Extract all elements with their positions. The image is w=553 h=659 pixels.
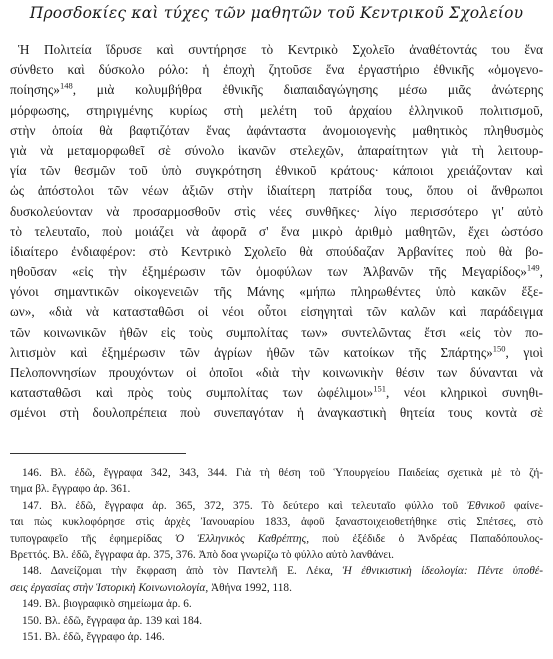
body-line: μόρφωσης, στηριγμένης κυρίως στὴ μελέτη τοῦ ἀρχαίου ἑλληνικοῦ πολιτισμοῦ, (10, 102, 543, 118)
body-line: τῶν κοινωνικῶν ἠθῶν εἰς τοὺς συμπολίτας των» συντελῶντας ἔτσι «εἰς τὸν πο- (10, 324, 543, 340)
footnote-line (10, 498, 543, 514)
body-line: κατασταθῶσι καὶ πρὸς τοὺς συμπολίτας των ὠφέλιμοι»$^{151}$, νέοι κληρικοὶ συνηθι- (10, 383, 543, 401)
footnote-italic: σεις ἐργασίας στὴν Ἱστορικὴ Κοινωνιολογία, (10, 581, 209, 594)
footnote-italic: Ὁ Ἑλληνικὸς Καθρέπτης, (174, 532, 310, 545)
footnote-text: φαίνε- (513, 499, 543, 512)
body-line: στὴν ὁποία θὰ βαφτιζόταν ἕνας ἀφάνταστα ἀνομοιογενὴς μαθητικὸς πληθυσμὸς (10, 122, 543, 138)
body-line: σύνθετο καὶ δύσκολο ρόλο: ἡ ἐποχὴ ζητοῦσε ἕνα ἐργαστήριο ἐθνικῆς «ὁμογενο- (10, 62, 543, 78)
footnote-146 (10, 465, 543, 498)
body-line: ἰδιαίτερο ἐνδιαφέρον: στὸ Κεντρικὸ Σχολεῖο θὰ σπούδαζαν Ἀρβανίτες ποὺ θὰ βο- (10, 243, 543, 259)
footnote-line: 149. Βλ. βιογραφικὸ σημείωμα ἀρ. 6. (22, 598, 192, 611)
body-line: τὸ τελευταῖο, ποὺ μοιάζει νὰ ἀφορᾶ σ' ἕνα μικρὸ ἀριθμὸ μαθητῶν, ἔχει ὡστόσο (10, 223, 543, 239)
footnote-ref-150: 150 (492, 343, 506, 354)
body-line: γία τῶν θεσμῶν τοῦ ὑπὸ συγκρότηση ἐθνικοῦ κράτους· κάποιοι χρειάζονταν καὶ (10, 163, 543, 179)
body-line: γιὰ νὰ μεταμορφωθεῖ σὲ σύνολο ἱκανῶν στελεχῶν, ἀπαραίτητων γιὰ τὴ λειτουρ- (10, 142, 543, 158)
footnote-ref-151: 151 (373, 383, 386, 394)
body-paragraph (10, 40, 543, 424)
footnote-divider (10, 453, 186, 454)
footnote-italic: Ἡ ἐθνικιστικὴ ἰδεολογία: Πέντε ὑποθέ- (342, 565, 544, 578)
body-line (10, 80, 543, 100)
body-line: ὡς ἀπόστολοι τῶν νέων ἀξιῶν στὴν ἰδιαίτερη πατρίδα τους, ὅπου οἱ ἄνθρωποι (10, 183, 543, 199)
footnote-text: 148. Δανείζομαι τὴν ἔκφραση ἀπὸ τὸν Παντελῆ Ε. Λέκα, (22, 565, 333, 578)
footnote-line: τημα βλ. ἔγγραφο ἀρ. 361. (10, 483, 131, 496)
footnote-text: ποὺ ἐξέδιδε ὁ Ἀνδρέας Παπαδόπουλος- (322, 532, 544, 545)
body-line: δυσκολεύονταν νὰ προσαρμοσθοῦν στὶς νέες συνθῆκες· λίγο περισσότερο γι' αὐτὸ (10, 203, 543, 219)
footnote-148 (10, 563, 543, 596)
footnote-text: τυπογραφεῖο τῆς ἐφημερίδας (10, 532, 162, 545)
footnote-ref-149: 149 (526, 262, 540, 273)
body-line: γόνοι σημαντικῶν οἰκογενειῶν τῆς Μάνης «μήπω πληρωθέντες ὑπὸ κακῶν ἕξε- (10, 284, 543, 300)
footnote-line (10, 531, 543, 547)
body-line: ηθοῦσαν «εἰς τὴν ἐξημέρωσιν τῶν ὁμοφύλων των Ἀλβανῶν τῆς Μεγαρίδος»$^{149}$, (10, 262, 543, 280)
footnote-line: 151. Βλ. ἐδῶ, ἔγγραφο ἀρ. 146. (22, 631, 165, 644)
footnote-147 (10, 498, 543, 564)
footnote-text: 147. Βλ. ἐδῶ, ἔγγραφα ἀρ. 365, 372, 375. Τὸ δεύτερο καὶ τελευταῖο φύλλο τοῦ (22, 499, 459, 512)
body-line: Πελοποννησίων προυχόντων οἱ ὁποῖοι «διὰ τὴν κοινωνικὴν θέσιν των δύνανται νὰ (10, 365, 543, 380)
footnote-line: 146. Βλ. ἐδῶ, ἔγγραφα 342, 343, 344. Γιὰ τὴ θέση τοῦ Ὑπουργείου Παιδείας σχετικὰ μὲ τὸ ζή- (22, 467, 543, 479)
footnote-151 (10, 629, 543, 645)
footnote-line (10, 580, 543, 596)
footnote-150 (10, 613, 543, 629)
body-line: Ἡ Πολιτεία ἵδρυσε καὶ συντήρησε τὸ Κεντρικὸ Σχολεῖο ἀναθέτοντάς του ἕνα (18, 42, 543, 57)
footnote-italic: Ἐθνικοῦ (467, 499, 505, 512)
footnote-ref-148: 148 (59, 80, 73, 91)
footnote-line: ται πὼς κυκλοφόρησε στὶς ἀρχὲς Ἰανουαρίου 1833, ἀφοῦ ξαναστοιχειοθετήθηκε στὶς Σπέτσες, στὸ (10, 516, 543, 529)
footnotes (10, 465, 543, 645)
footnote-line: Βρεττός. Βλ. ἐδῶ, ἔγγραφα ἀρ. 375, 376. Ἀπὸ δοα γνωρίζω τὸ φύλλο αὐτὸ λανθάνει. (10, 549, 394, 562)
body-line: λιτισμὸν καὶ ἐξημέρωσιν τῶν ἀγρίων ἠθῶν τῶν κατοίκων τῆς Σπάρτης»$^{150}$, γιοὶ (10, 343, 543, 360)
footnote-line: 150. Βλ. ἐδῶ, ἔγγραφα ἀρ. 139 καὶ 184. (22, 614, 203, 627)
footnote-line (10, 563, 543, 579)
body-line: σμένοι στὴ δουλοπρέπεια ποὺ συνεπαγόταν ἡ ἀναγκαστικὴ θητεία τους κοντὰ σὲ (10, 405, 543, 421)
footnote-149 (10, 596, 543, 612)
running-header: Προσδοκίες καὶ τύχες τῶν μαθητῶν τοῦ Κεντρικοῦ Σχολείου (29, 4, 524, 22)
footnote-text: Ἀθήνα 1992, 118. (210, 581, 292, 594)
body-line: ων», «διὰ νὰ κατασταθῶσι οἱ νέοι οὗτοι εἰσηγηταὶ τῶν καλῶν καὶ παράδειγμα (10, 304, 543, 320)
body-line-text: ποίησης»$^{148}$, μιὰ κολυμβήθρα ἐθνικῆς διαπαιδαγώγησης μέσω μιᾶς ἀνώτερης (10, 80, 543, 98)
